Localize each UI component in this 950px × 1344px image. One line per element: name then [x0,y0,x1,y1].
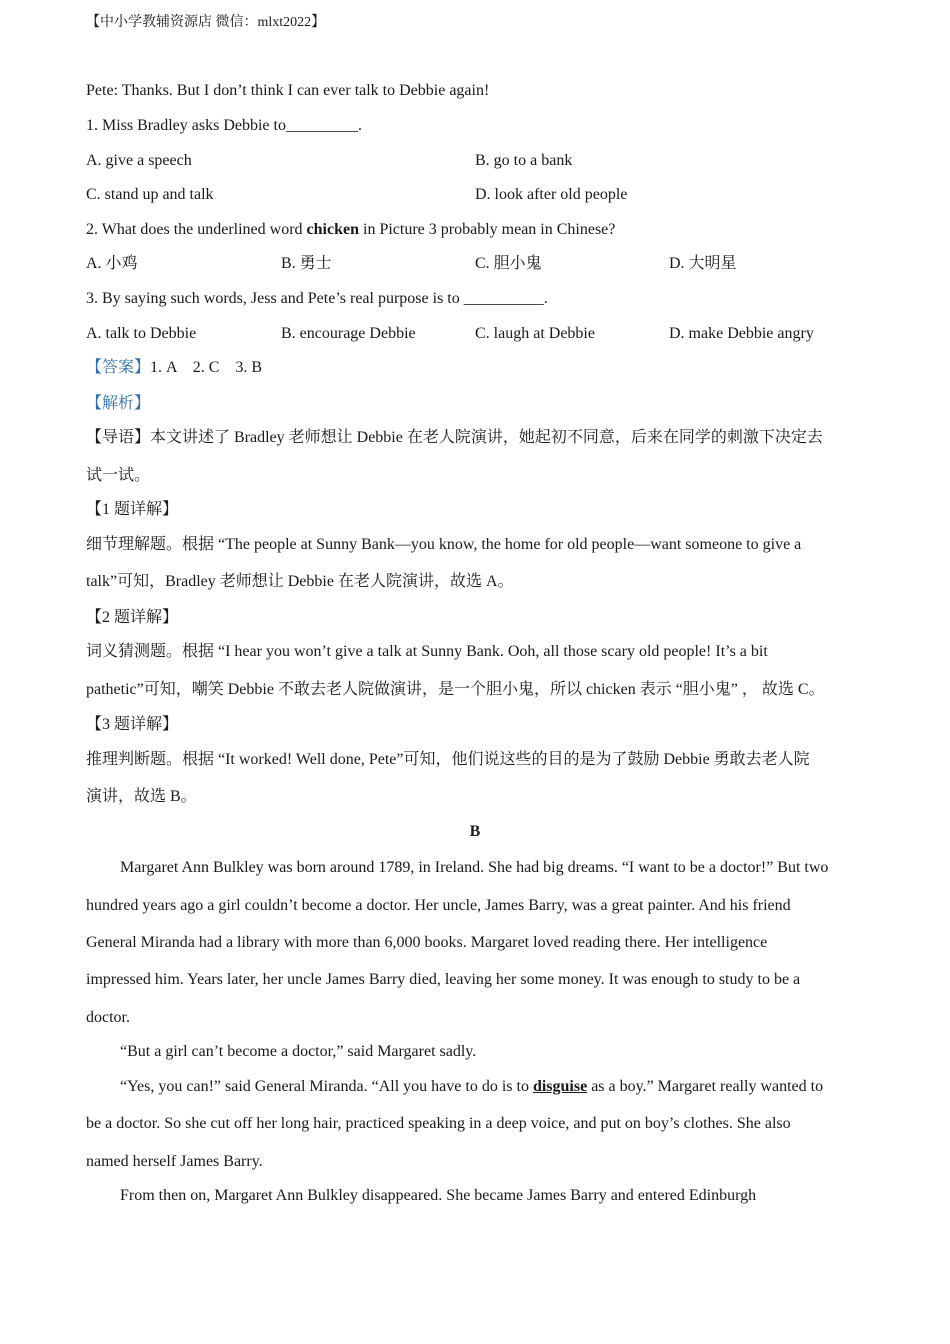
detail-2-line-2: pathetic”可知，嘲笑 Debbie 不敢去老人院做演讲，是一个胆小鬼，所以 chicken 表示 “胆小鬼” ， 故选 C。 [86,681,825,698]
passage-p1-line-2: hundred years ago a girl couldn’t become a doctor. Her uncle, James Barry, was a great painter. And his friend [86,897,791,914]
intro-line-2: 试一试。 [86,467,151,484]
q3-option-c: C. laugh at Debbie [475,325,595,342]
detail-3-line-2: 演讲，故选 B。 [86,788,197,805]
q1-option-b: B. go to a bank [475,152,573,169]
pete-line: Pete: Thanks. But I don’t think I can ever talk to Debbie again! [86,82,490,99]
detail-1-line-1: 细节理解题。根据 “The people at Sunny Bank—you know, the home for old people—want someone to give a [86,536,802,553]
detail-1-title: 【1 题详解】 [86,501,179,518]
question-2-stem [86,219,615,241]
question-1-stem: 1. Miss Bradley asks Debbie to_________. [86,117,362,134]
q2-option-d: D. 大明星 [669,255,737,272]
section-b-heading: B [469,823,481,840]
passage-p1-line-5: doctor. [86,1009,130,1026]
p3-after: as a boy.” Margaret really wanted to [587,1078,824,1095]
q1-option-d: D. look after old people [475,186,628,203]
passage-p4: From then on, Margaret Ann Bulkley disappeared. She became James Barry and entered Edinburgh [120,1187,757,1204]
passage-p1-line-4: impressed him. Years later, her uncle James Barry died, leaving her some money. It was enough to study to be a [86,971,801,988]
q3-option-b: B. encourage Debbie [281,325,416,342]
answer-text: 1. A 2. C 3. B [150,359,263,376]
detail-1-line-2: talk”可知，Bradley 老师想让 Debbie 在老人院演讲，故选 A。 [86,573,514,590]
passage-p3-line-1 [120,1076,823,1098]
passage-p3-line-2: be a doctor. So she cut off her long hair, practiced speaking in a deep voice, and put on boy’s clothes. She also [86,1115,791,1132]
q1-option-c: C. stand up and talk [86,186,214,203]
passage-p1-line-1: Margaret Ann Bulkley was born around 1789, in Ireland. She had big dreams. “I want to be a doctor!” But two [120,859,829,876]
q3-option-d: D. make Debbie angry [669,325,814,342]
underlined-word-disguise: disguise [532,1078,588,1095]
detail-2-title: 【2 题详解】 [86,609,179,626]
q1-option-a: A. give a speech [86,152,192,169]
q2-option-b: B. 勇士 [281,255,332,272]
passage-p3-line-3: named herself James Barry. [86,1153,263,1170]
q2-option-a: A. 小鸡 [86,255,138,272]
passage-p2: “But a girl can’t become a doctor,” said Margaret sadly. [120,1043,477,1060]
answer-tag: 【答案】 [86,359,151,376]
detail-3-title: 【3 题详解】 [86,716,179,733]
q2-option-c: C. 胆小鬼 [475,255,542,272]
q2-stem-bold-word: chicken [306,221,359,238]
p3-before: “Yes, you can!” said General Miranda. “All you have to do is to [120,1078,533,1095]
detail-3-line-1: 推理判断题。根据 “It worked! Well done, Pete”可知，他们说这些的目的是为了鼓励 Debbie 勇敢去老人院 [86,751,810,768]
answer-line [86,357,262,379]
detail-2-line-1: 词义猜测题。根据 “I hear you won’t give a talk at Sunny Bank. Ooh, all those scary old people! It’s a bit [86,643,768,660]
analysis-tag: 【解析】 [86,395,151,412]
page-header: 【中小学教辅资源店 微信：mlxt2022】 [86,15,326,30]
question-3-stem: 3. By saying such words, Jess and Pete’s real purpose is to __________. [86,290,548,307]
intro-line-1: 【导语】本文讲述了 Bradley 老师想让 Debbie 在老人院演讲，她起初不同意，后来在同学的刺激下决定去 [86,429,823,446]
q2-stem-before: 2. What does the underlined word [86,221,307,238]
q2-stem-after: in Picture 3 probably mean in Chinese? [359,221,616,238]
passage-p1-line-3: General Miranda had a library with more than 6,000 books. Margaret loved reading there. Her intelligence [86,934,768,951]
q3-option-a: A. talk to Debbie [86,325,197,342]
